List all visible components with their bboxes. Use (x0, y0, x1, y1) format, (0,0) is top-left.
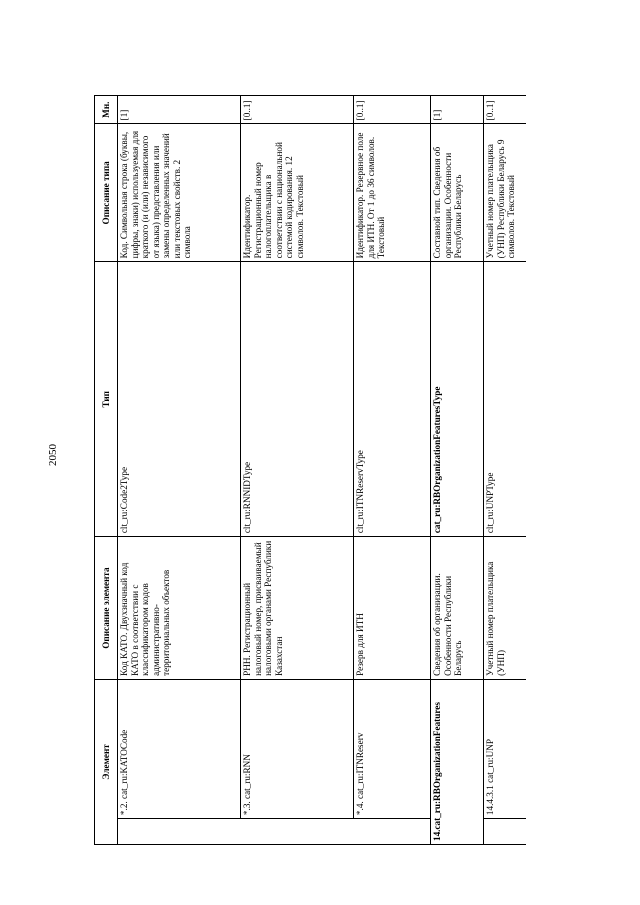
type-desc-cell: Код. Символьная строка (буквы, цифры, знаки) используемая для краткого (и (или) независимого от языка) представления или замены определенных значений или текстовых свойств. 2 символа (118, 124, 241, 262)
element-cell (484, 679, 527, 818)
header-mult: Мн. (95, 96, 118, 124)
indent-cell (354, 819, 431, 845)
element-name: cat_ru:RBOrganizationFeatures (432, 702, 442, 830)
header-type: Тип (95, 262, 118, 537)
element-desc-cell: Резерв для ИТН (354, 537, 431, 680)
table-header-row (95, 96, 118, 845)
table-row (354, 96, 431, 845)
type-cell: cat_ru:RBOrganizationFeaturesType (431, 262, 484, 537)
type-cell: clt_ru:Code2Type (118, 262, 241, 537)
row-number: *.4. (355, 801, 365, 816)
type-desc-cell: Учетный номер плательщика (УНП) Республики Беларусь 9 символов. Текстовый (484, 124, 527, 262)
element-desc-cell: Сведения об организации. Особенности Республики Беларусь (431, 537, 484, 680)
type-cell: clt_ru:UNPType (484, 262, 527, 537)
mult-cell: [0..1] (484, 96, 527, 124)
table-row (241, 96, 354, 845)
row-number: *.3. (242, 801, 252, 816)
type-desc-cell: Составной тип. Сведения об организации. Особенности Республики Беларусь (431, 124, 484, 262)
mult-cell: [0..1] (354, 96, 431, 124)
row-number: 14.4.3.1 (485, 785, 495, 816)
header-element: Элемент (95, 679, 118, 844)
row-number: 14. (432, 829, 442, 841)
element-desc-cell: Код КАТО. Двухзначный код КАТО в соответствии с классификатором кодов административно-территориальных объектов (118, 537, 241, 680)
element-cell (354, 679, 431, 818)
element-cell (431, 679, 484, 844)
type-desc-cell: Идентификатор. Регистрационный номер налогоплательщика в соответствии с национальной системой кодирования. 12 символов. Текстовый (241, 124, 354, 262)
header-type-desc: Описание типа (95, 124, 118, 262)
element-cell (241, 679, 354, 818)
element-cell (118, 679, 241, 818)
header-element-desc: Описание элемента (95, 537, 118, 680)
table-row (118, 96, 241, 845)
element-table (94, 95, 526, 845)
element-name: cat_ru:RNN (242, 754, 252, 799)
rotated-table-frame (94, 95, 526, 845)
indent-cell (241, 819, 354, 845)
mult-cell: [0..1] (241, 96, 354, 124)
element-name: cat_ru:ITNReserv (355, 732, 365, 799)
element-desc-cell: Учетный номер плательщика (УНП) (484, 537, 527, 680)
table-row (484, 96, 527, 845)
row-number: *.2. (119, 801, 129, 816)
rotated-table-container (94, 95, 526, 845)
type-cell: clt_ru:RNNIDType (241, 262, 354, 537)
table-row (431, 96, 484, 845)
mult-cell: [1] (431, 96, 484, 124)
indent-cell (118, 819, 241, 845)
indent-cell (484, 819, 527, 845)
mult-cell: [1] (118, 96, 241, 124)
type-desc-cell: Идентификатор. Резервное поле для ИТН. От 1 до 36 символов. Текстовый (354, 124, 431, 262)
page-number: 2050 (47, 444, 59, 466)
element-desc-cell: РНН. Регистрационный налоговый номер, присваиваемый налоговыми органами Республики Казахстан (241, 537, 354, 680)
element-name: cat_ru:KATOCode (119, 729, 129, 799)
type-cell: clt_ru:ITNReservType (354, 262, 431, 537)
element-name: cat_ru:UNP (485, 739, 495, 783)
